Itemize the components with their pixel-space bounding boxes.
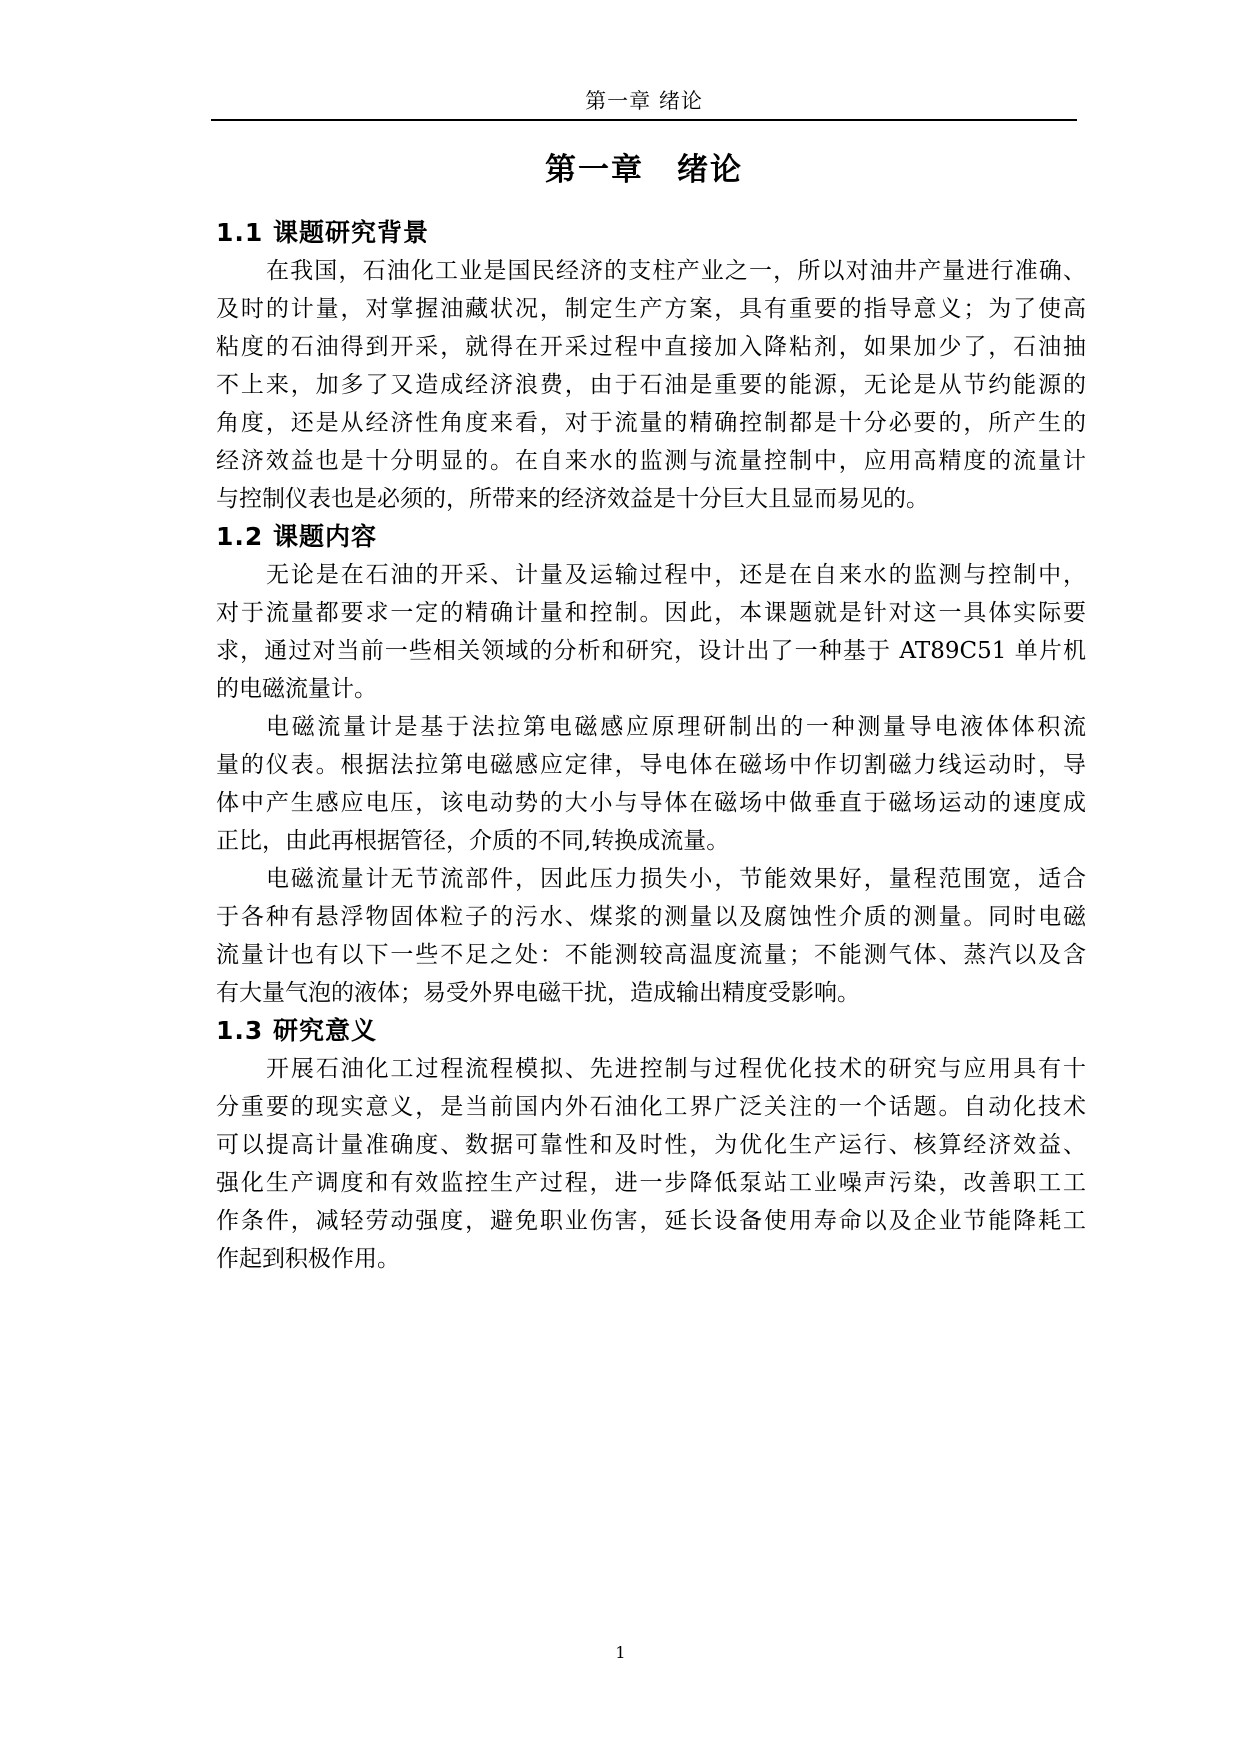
paragraph-line: 的电磁流量计。: [216, 676, 377, 702]
section-heading: 1.1 课题研究背景: [216, 218, 429, 247]
paragraph-line: 经济效益也是十分明显的。在自来水的监测与流量控制中，应用高精度的流量计: [216, 448, 1086, 474]
paragraph-line: 角度，还是从经济性角度来看，对于流量的精确控制都是十分必要的，所产生的: [216, 410, 1086, 436]
paragraph-line: 量的仪表。根据法拉第电磁感应定律，导电体在磁场中作切割磁力线运动时，导: [216, 752, 1086, 778]
header-rule: [211, 119, 1077, 121]
paragraph-line: 电磁流量计无节流部件，因此压力损失小，节能效果好，量程范围宽，适合: [266, 866, 1086, 892]
section: [216, 518, 1086, 1012]
page-number: 1: [615, 1643, 626, 1662]
paragraph-line: 强化生产调度和有效监控生产过程，进一步降低泵站工业噪声污染，改善职工工: [216, 1170, 1086, 1196]
paragraph-line: 分重要的现实意义，是当前国内外石油化工界广泛关注的一个话题。自动化技术: [216, 1094, 1086, 1120]
body-text: [216, 214, 1086, 1278]
section: [216, 1012, 1086, 1278]
paragraph-line: 可以提高计量准确度、数据可靠性和及时性，为优化生产运行、核算经济效益、: [216, 1132, 1086, 1158]
paragraph: [216, 860, 1086, 1012]
paragraph-line: 作条件，减轻劳动强度，避免职业伤害，延长设备使用寿命以及企业节能降耗工: [216, 1208, 1086, 1234]
section-heading: 1.3 研究意义: [216, 1016, 377, 1045]
paragraph-line: 对于流量都要求一定的精确计量和控制。因此，本课题就是针对这一具体实际要: [216, 600, 1086, 626]
paragraph: [216, 1050, 1086, 1278]
paragraph-line: 作起到积极作用。: [216, 1246, 400, 1272]
paragraph-line: 求，通过对当前一些相关领域的分析和研究，设计出了一种基于 AT89C51 单片机: [216, 638, 1086, 664]
paragraph-line: 在我国，石油化工业是国民经济的支柱产业之一，所以对油井产量进行准确、: [266, 258, 1086, 284]
paragraph-line: 于各种有悬浮物固体粒子的污水、煤浆的测量以及腐蚀性介质的测量。同时电磁: [216, 904, 1086, 930]
section: [216, 214, 1086, 518]
paragraph-line: 无论是在石油的开采、计量及运输过程中，还是在自来水的监测与控制中，: [266, 562, 1086, 588]
paragraph-line: 不上来，加多了又造成经济浪费，由于石油是重要的能源，无论是从节约能源的: [216, 372, 1086, 398]
paragraph-line: 及时的计量，对掌握油藏状况，制定生产方案，具有重要的指导意义；为了使高: [216, 296, 1086, 322]
paragraph-line: 流量计也有以下一些不足之处：不能测较高温度流量；不能测气体、蒸汽以及含: [216, 942, 1086, 968]
paragraph-line: 与控制仪表也是必须的，所带来的经济效益是十分巨大且显而易见的。: [216, 486, 929, 512]
paragraph-line: 体中产生感应电压，该电动势的大小与导体在磁场中做垂直于磁场运动的速度成: [216, 790, 1086, 816]
paragraph-line: 电磁流量计是基于法拉第电磁感应原理研制出的一种测量导电液体体积流: [266, 714, 1086, 740]
paragraph-line: 正比，由此再根据管径，介质的不同,转换成流量。: [216, 828, 730, 854]
paragraph: [216, 708, 1086, 860]
chapter-title: 第一章 绪论: [545, 152, 743, 188]
paragraph: [216, 252, 1086, 518]
paragraph-line: 有大量气泡的液体；易受外界电磁干扰，造成输出精度受影响。: [216, 980, 860, 1006]
paragraph-line: 开展石油化工过程流程模拟、先进控制与过程优化技术的研究与应用具有十: [266, 1056, 1086, 1082]
paragraph-line: 粘度的石油得到开采，就得在开采过程中直接加入降粘剂，如果加少了，石油抽: [216, 334, 1086, 360]
running-header: 第一章 绪论: [585, 89, 703, 113]
section-heading: 1.2 课题内容: [216, 522, 377, 551]
paragraph: [216, 556, 1086, 708]
